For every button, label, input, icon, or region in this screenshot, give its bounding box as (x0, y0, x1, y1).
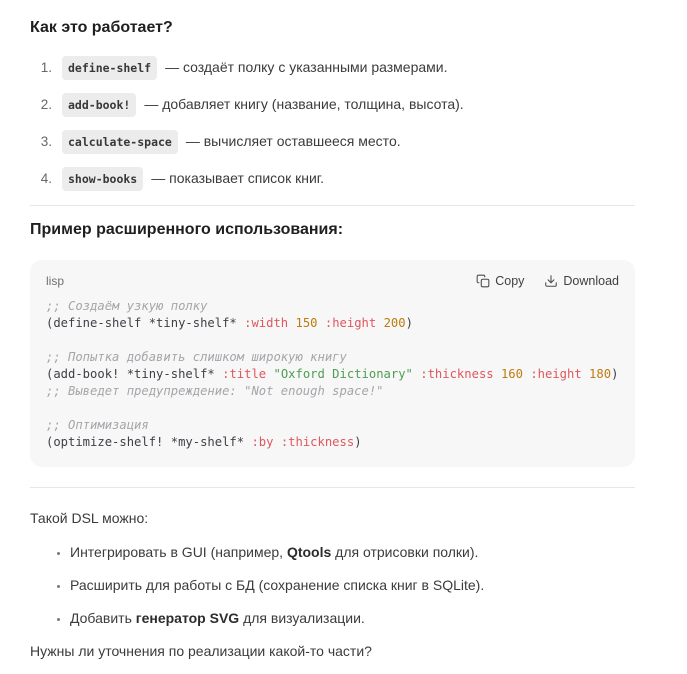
copy-code-button[interactable] (476, 274, 524, 288)
list-item-text: — добавляет книгу (название, толщина, высота). (144, 96, 464, 112)
dsl-intro: Такой DSL можно: (30, 510, 149, 526)
download-icon (544, 274, 558, 288)
list-number: 4. (40, 171, 52, 186)
divider (30, 205, 635, 206)
dsl-list-item: • Интегрировать в GUI (например, Qtools для отрисовки полки). (70, 542, 635, 562)
how-it-works-item (30, 130, 635, 154)
list-item-text: — создаёт полку с указанными размерами. (165, 59, 448, 75)
inline-code: define-shelf (62, 56, 157, 80)
list-item-text: — показывает список книг. (151, 170, 325, 186)
copy-icon (476, 274, 490, 288)
how-it-works-item (30, 56, 635, 80)
inline-code: calculate-space (62, 130, 178, 154)
dsl-list-item: • Добавить генератор SVG для визуализации. (70, 608, 635, 628)
download-code-button[interactable] (544, 274, 619, 288)
inline-code: show-books (62, 167, 143, 191)
copy-button-label: Copy (495, 274, 525, 288)
download-button-label: Download (563, 274, 619, 288)
list-item-text: — вычисляет оставшееся место. (185, 133, 401, 149)
dsl-list-item: • Расширить для работы с БД (сохранение списка книг в SQLite). (70, 575, 635, 595)
code-block (30, 260, 635, 467)
list-number: 1. (40, 60, 52, 75)
divider (30, 487, 635, 488)
how-it-works-item (30, 167, 635, 191)
how-it-works-list (30, 56, 635, 191)
list-number: 2. (40, 97, 52, 112)
code-language-label: lisp (46, 274, 65, 288)
section-title-how-it-works: Как это работает? (30, 19, 173, 36)
code-block-header (30, 260, 635, 294)
inline-code: add-book! (62, 93, 136, 117)
follow-up-question: Нужны ли уточнения по реализации какой-то части? (30, 643, 372, 659)
list-number: 3. (40, 134, 52, 149)
how-it-works-item (30, 93, 635, 117)
dsl-list (30, 542, 635, 628)
section-title-example: Пример расширенного использования: (30, 221, 344, 238)
code-content: ;; Создаём узкую полку (define-shelf *tiny-shelf* :width 150 :height 200) ;; Попытка добавить слишком широкую книгу (add-book! *tiny-shelf* :title "Oxford Dictionary" :thickness 160 :height 180) ;; Выведет предупреждение: "Not enough space!" ;; Оптимизация (optimize-shelf! *my-shelf* :by :thickness) (46, 299, 619, 449)
